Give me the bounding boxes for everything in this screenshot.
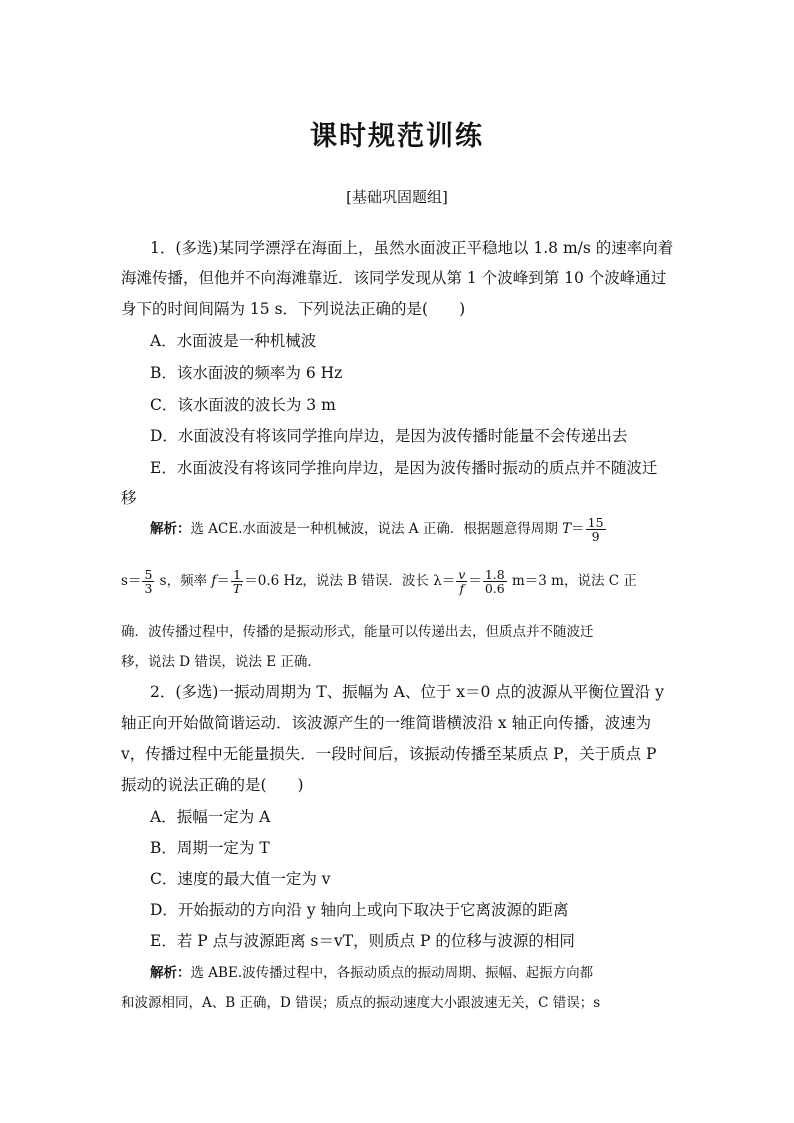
fraction-1.8-0.6: $\frac{1.8}{0.6}$ (484, 567, 505, 597)
q1-solution-line-3: 确．波传播过程中，传播的是振动形式，能量可以传递出去，但质点并不随波迁 (121, 624, 594, 640)
q1-option-d: D．水面波没有将该同学推向岸边，是因为波传播时能量不会传递出去 (150, 427, 628, 445)
period-symbol: T (562, 521, 572, 538)
q2-option-b: B．周期一定为 T (150, 839, 270, 857)
page-title: 课时规范训练 (310, 121, 484, 152)
q1-stem-line-1: 1．(多选)某同学漂浮在海面上，虽然水面波正平稳地以 1.8 m/s 的速率向着 (150, 239, 674, 257)
q2-stem-line-4: 振动的说法正确的是( ) (121, 776, 304, 794)
q2-option-e: E．若 P 点与波源距离 s＝vT，则质点 P 的位移与波源的相同 (150, 932, 575, 950)
q1-option-b: B．该水面波的频率为 6 Hz (150, 364, 343, 382)
q2-solution-line-2: 和波源相同，A、B 正确，D 错误；质点的振动速度大小跟波速无关，C 错误；s (121, 995, 601, 1011)
fraction-15-9: $\frac{15}{9}$ (587, 515, 604, 545)
q1-option-e: E．水面波没有将该同学推向岸边，是因为波传播时振动的质点并不随波迁 (150, 459, 658, 477)
fraction-1-T: $\frac{1}{T}$ (232, 567, 242, 597)
q1-option-e-cont: 移 (121, 489, 137, 507)
fraction-v-f: $\frac{v}{f}$ (458, 567, 466, 597)
q1-stem-line-3: 身下的时间间隔为 15 s．下列说法正确的是( ) (121, 300, 466, 318)
q1-solution-line-2: s＝ $\frac{5}{3}$ s，频率 f＝ $\frac{1}{T}$ ＝0.6 Hz，说法 B 错误．波长 λ＝ $\frac{v}{f}$ ＝ $\frac{1.8}{0.6}$ m＝3 m，说法 C 正 (121, 567, 637, 597)
solution-label: 解析： (150, 965, 191, 981)
q2-option-a: A．振幅一定为 A (150, 808, 271, 826)
q1-stem-line-2: 海滩传播，但他并不向海滩靠近．该同学发现从第 1 个波峰到第 10 个波峰通过 (121, 269, 667, 287)
q2-solution-line-1: 解析：选 ABE.波传播过程中，各振动质点的振动周期、振幅、起振方向都 (150, 965, 594, 981)
q2-option-c: C．速度的最大值一定为 v (150, 870, 331, 888)
q1-sol-text: 选 ACE.水面波是一种机械波，说法 A 正确．根据题意得周期 (190, 521, 563, 538)
q2-stem-line-1: 2．(多选)一振动周期为 T、振幅为 A、位于 x＝0 点的波源从平衡位置沿 y (150, 683, 664, 701)
q1-solution-line-1 (150, 516, 607, 543)
q1-solution-line-4: 移，说法 D 错误，说法 E 正确． (121, 654, 321, 670)
solution-label: 解析： (150, 521, 191, 538)
q2-stem-line-3: v，传播过程中无能量损失．一段时间后，该振动传播至某质点 P，关于质点 P (121, 745, 657, 763)
section-heading: [基础巩固题组] (346, 188, 448, 206)
fraction-5-3: $\frac{5}{3}$ (144, 567, 153, 597)
equals: ＝ (571, 521, 585, 538)
q1-option-a: A．水面波是一种机械波 (150, 332, 317, 350)
q1-option-c: C．该水面波的波长为 3 m (150, 396, 336, 414)
q2-stem-line-2: 轴正向开始做简谐运动．该波源产生的一维简谐横波沿 x 轴正向传播，波速为 (121, 714, 652, 732)
frequency-symbol: f (211, 573, 217, 590)
q2-option-d: D．开始振动的方向沿 y 轴向上或向下取决于它离波源的距离 (150, 901, 569, 919)
